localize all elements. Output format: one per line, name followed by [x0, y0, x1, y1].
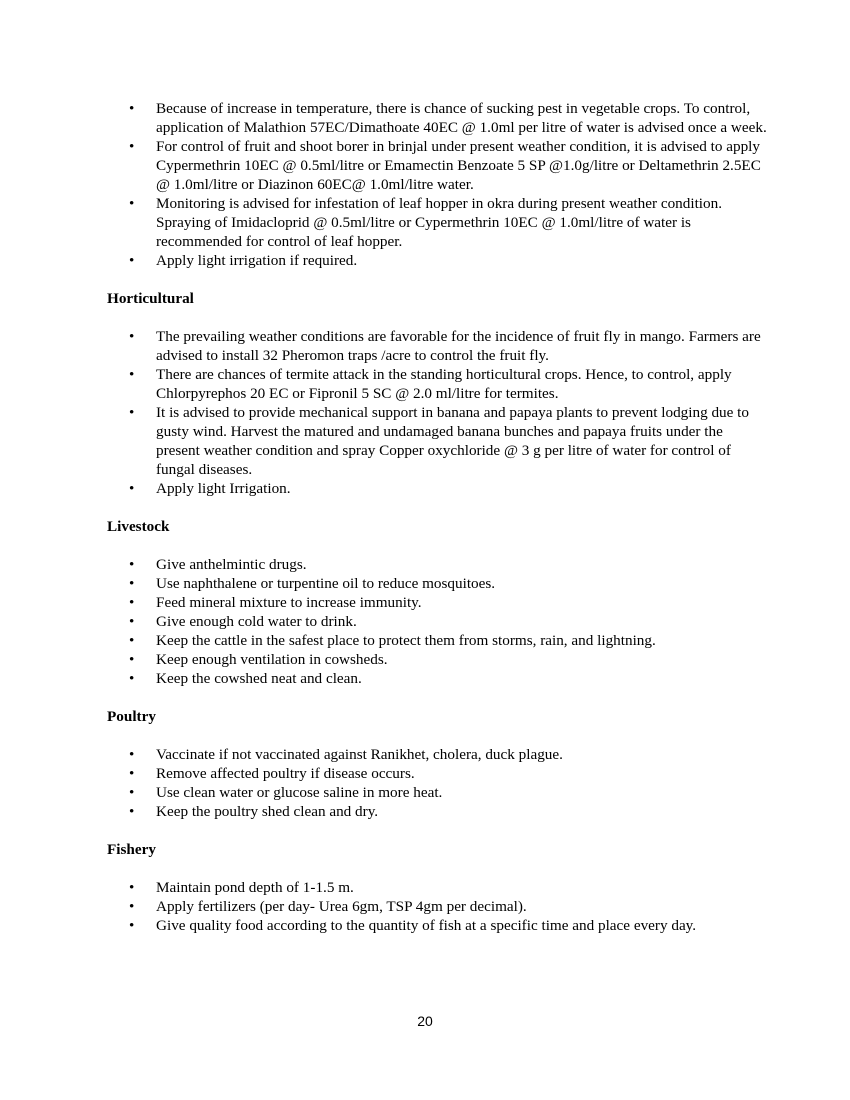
vegetable-advice-list — [107, 99, 767, 270]
list-item — [107, 365, 767, 403]
list-item-text: Use clean water or glucose saline in more heat. — [156, 784, 443, 801]
bullet-icon: • — [129, 138, 135, 155]
bullet-icon: • — [129, 366, 135, 383]
list-item-text: Vaccinate if not vaccinated against Ranikhet, cholera, duck plague. — [156, 746, 563, 763]
list-item — [107, 783, 767, 802]
list-item — [107, 403, 767, 479]
section-title-fishery: Fishery — [107, 841, 156, 858]
list-item — [107, 631, 767, 650]
list-item-text: There are chances of termite attack in the standing horticultural crops. Hence, to control, apply Chlorpyrephos 20 EC or Fipronil 5 SC @ 2.0 ml/litre for termites. — [156, 366, 732, 402]
bullet-icon: • — [129, 594, 135, 611]
list-item — [107, 479, 767, 498]
list-item-text: Give anthelmintic drugs. — [156, 556, 307, 573]
list-item-text: Give quality food according to the quantity of fish at a specific time and place every day. — [156, 917, 697, 934]
bullet-icon: • — [129, 784, 135, 801]
list-item — [107, 194, 767, 251]
document-page — [107, 99, 767, 935]
bullet-icon: • — [129, 746, 135, 763]
poultry-list — [107, 745, 767, 821]
bullet-icon: • — [129, 252, 135, 269]
list-item — [107, 916, 767, 935]
list-item-text: Apply fertilizers (per day- Urea 6gm, TSP 4gm per decimal). — [156, 898, 527, 915]
bullet-icon: • — [129, 670, 135, 687]
list-item-text: Keep the cowshed neat and clean. — [156, 670, 362, 687]
bullet-icon: • — [129, 480, 135, 497]
bullet-icon: • — [129, 404, 135, 421]
bullet-icon: • — [129, 765, 135, 782]
page-number: 20 — [417, 1013, 433, 1029]
list-item — [107, 764, 767, 783]
bullet-icon: • — [129, 195, 135, 212]
bullet-icon: • — [129, 100, 135, 117]
list-item — [107, 99, 767, 137]
section-title-livestock: Livestock — [107, 518, 170, 535]
section-title-horticultural: Horticultural — [107, 290, 194, 307]
list-item — [107, 669, 767, 688]
bullet-icon: • — [129, 879, 135, 896]
list-item-text: Keep the cattle in the safest place to protect them from storms, rain, and lightning. — [156, 632, 656, 649]
list-item-text: Use naphthalene or turpentine oil to reduce mosquitoes. — [156, 575, 496, 592]
list-item — [107, 574, 767, 593]
list-item — [107, 593, 767, 612]
list-item-text: Feed mineral mixture to increase immunity. — [156, 594, 422, 611]
list-item — [107, 650, 767, 669]
list-item-text: Apply light Irrigation. — [156, 480, 291, 497]
bullet-icon: • — [129, 328, 135, 345]
bullet-icon: • — [129, 556, 135, 573]
fishery-list — [107, 878, 767, 935]
list-item-text: Give enough cold water to drink. — [156, 613, 357, 630]
list-item-text: Monitoring is advised for infestation of leaf hopper in okra during present weather condition. Spraying of Imidacloprid @ 0.5ml/litre or Cypermethrin 10EC @ 1.0ml/litre of water is recommended for control of leaf hopper. — [156, 195, 723, 250]
list-item-text: The prevailing weather conditions are favorable for the incidence of fruit fly in mango. Farmers are advised to install 32 Pheromon traps /acre to control the fruit fly. — [156, 328, 761, 364]
list-item-text: Remove affected poultry if disease occurs. — [156, 765, 415, 782]
list-item — [107, 878, 767, 897]
section-title-poultry: Poultry — [107, 708, 156, 725]
list-item-text: Because of increase in temperature, there is chance of sucking pest in vegetable crops. To control, application of Malathion 57EC/Dimathoate 40EC @ 1.0ml per litre of water is advised once a week. — [156, 100, 767, 136]
list-item — [107, 555, 767, 574]
list-item — [107, 251, 767, 270]
bullet-icon: • — [129, 613, 135, 630]
bullet-icon: • — [129, 898, 135, 915]
list-item — [107, 327, 767, 365]
list-item — [107, 745, 767, 764]
list-item — [107, 612, 767, 631]
list-item-text: Keep enough ventilation in cowsheds. — [156, 651, 388, 668]
list-item-text: Maintain pond depth of 1-1.5 m. — [156, 879, 354, 896]
list-item — [107, 802, 767, 821]
list-item-text: It is advised to provide mechanical support in banana and papaya plants to prevent lodging due to gusty wind. Harvest the matured and undamaged banana bunches and papaya fruits under the present weather condition and spray Copper oxychloride @ 3 g per litre of water for control of fungal diseases. — [156, 404, 749, 478]
livestock-list — [107, 555, 767, 688]
list-item — [107, 137, 767, 194]
list-item-text: Apply light irrigation if required. — [156, 252, 358, 269]
bullet-icon: • — [129, 632, 135, 649]
bullet-icon: • — [129, 651, 135, 668]
horticultural-list — [107, 327, 767, 498]
bullet-icon: • — [129, 575, 135, 592]
bullet-icon: • — [129, 917, 135, 934]
list-item-text: For control of fruit and shoot borer in brinjal under present weather condition, it is advised to apply Cypermethrin 10EC @ 0.5ml/litre or Emamectin Benzoate 5 SP @1.0g/litre or Deltamethrin 2.5EC @ 1.0ml/litre or Diazinon 60EC@ 1.0ml/litre water. — [156, 138, 761, 193]
list-item — [107, 897, 767, 916]
list-item-text: Keep the poultry shed clean and dry. — [156, 803, 379, 820]
bullet-icon: • — [129, 803, 135, 820]
